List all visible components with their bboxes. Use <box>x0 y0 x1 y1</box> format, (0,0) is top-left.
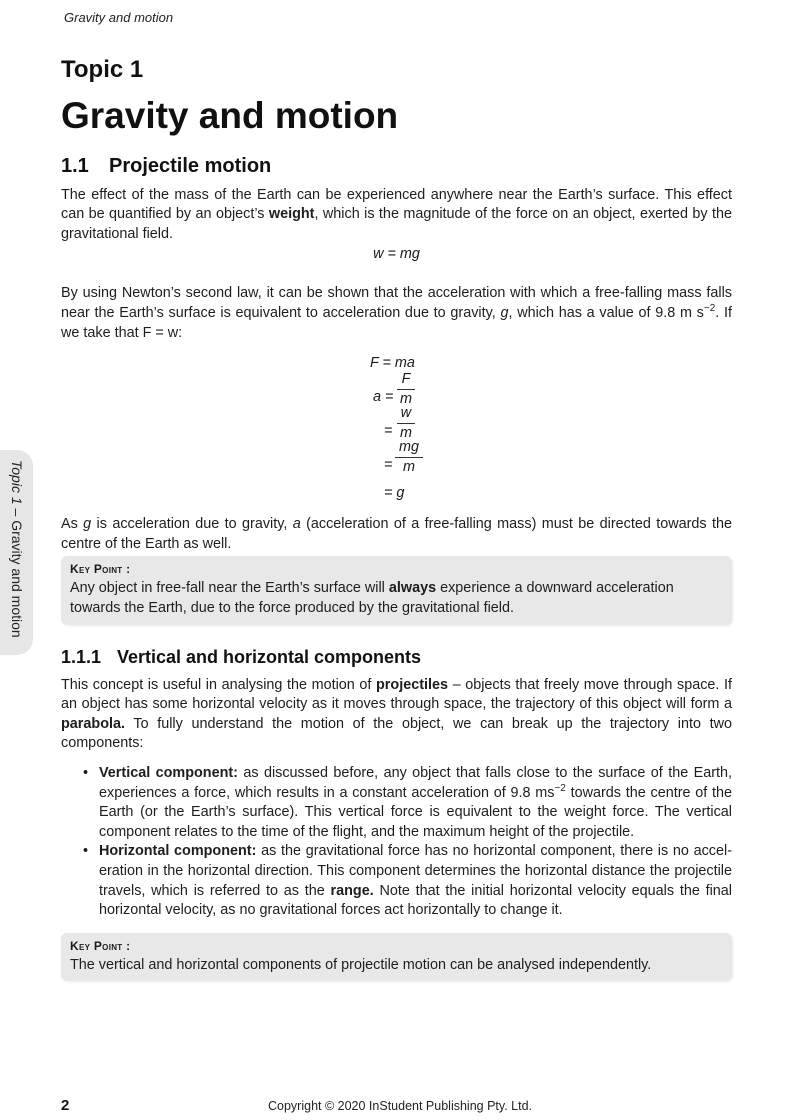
side-tab-title: Gravity and motion <box>9 520 25 638</box>
copyright-notice: Copyright © 2020 InStudent Publishing Pty. Ltd. <box>268 1099 533 1113</box>
derivation-fraction-2: w m <box>397 405 415 441</box>
subsection-heading <box>61 647 732 668</box>
bullet-icon: • <box>83 765 89 781</box>
section-title: Projectile motion <box>109 154 272 177</box>
running-header: Gravity and motion <box>64 10 174 25</box>
paragraph-projectiles: This concept is useful in analysing the motion of projectiles – objects that freely move through space. If an object has some horizontal velocity as it moves through space, the trajectory of this object will form a parabola. To fully understand the motion of the object, we can break up the trajectory into two components: <box>61 676 733 752</box>
key-point-text: The vertical and horizontal components of projectile motion can be analysed independently. <box>70 956 652 973</box>
derivation-fraction-3: mg m <box>395 439 423 475</box>
list-item: • Horizontal component: as the gravitational force has no horizontal component, there is no acceleration in the horizontal direction. This component determines the horizontal distance the projectile travels, which is referred to as the range. Note that the initial horizontal velocity equals the final horizontal velocity, as no gravitational forces act horizontally to change it. <box>83 843 733 919</box>
topic-label: Topic 1 <box>61 56 144 83</box>
list-item: • Vertical component: as discussed before, any object that falls close to the surface of the Earth, experiences a force, which results in a constant acceleration of 9.8 $ms^{-2}$ towards the centre of the Earth (or the Earth’s surface). This vertical force is equivalent to the weight force. The vertical component relates to the time of the flight, and the maximum height of the projectile. <box>83 765 732 840</box>
derivation-fraction-1: F m <box>397 371 415 407</box>
derivation-line-1: F = ma <box>370 355 415 372</box>
derivation-line-2-lhs: a = <box>373 389 394 406</box>
bullet-icon: • <box>83 843 89 860</box>
paragraph-newton: By using Newton’s second law, it can be shown that the acceleration with which a free-falling mass falls near the Earth’s surface is equivalent to acceleration due to gravity, g, which has a value of 9.8 m $s^{-2}$. If we take that F = w: <box>61 285 733 341</box>
subsection-title: Vertical and horizontal components <box>117 646 422 667</box>
key-point-label: Key Point : <box>70 562 131 577</box>
page-number: 2 <box>61 1097 70 1114</box>
term-weight: weight <box>268 206 315 223</box>
equation-weight: w = mg <box>373 246 420 263</box>
paragraph-direction: As g is acceleration due to gravity, a (acceleration of a free-falling mass) must be directed towards the centre of the Earth as well. <box>61 516 732 552</box>
section-number: 1.1 <box>61 154 89 177</box>
section-heading <box>61 155 732 178</box>
key-point-box-2 <box>61 933 732 982</box>
key-point-label: Key Point : <box>70 938 131 953</box>
page-title: Gravity and motion <box>61 95 399 136</box>
page-content <box>61 56 732 981</box>
side-tab-label <box>4 460 30 650</box>
derivation-line-4-lhs: = <box>384 457 393 474</box>
equation-derivation <box>61 351 732 501</box>
components-list <box>61 764 732 921</box>
key-point-box-1 <box>61 556 732 624</box>
derivation-line-5: = g <box>384 485 405 502</box>
key-point-text: Any object in free-fall near the Earth’s surface will always experience a downward acceleration towards the Earth, due to the force produced by the gravitational field. <box>70 580 674 617</box>
derivation-line-3-lhs: = <box>384 423 393 440</box>
subsection-number: 1.1.1 <box>61 646 102 667</box>
paragraph-weight: The effect of the mass of the Earth can be experienced anywhere near the Earth’s surface. This effect can be quantified by an object’s weight, which is the magnitude of the force on an object, exerted by the gravitational field. <box>61 186 732 242</box>
side-tab-prefix: Topic 1 – <box>9 460 25 521</box>
